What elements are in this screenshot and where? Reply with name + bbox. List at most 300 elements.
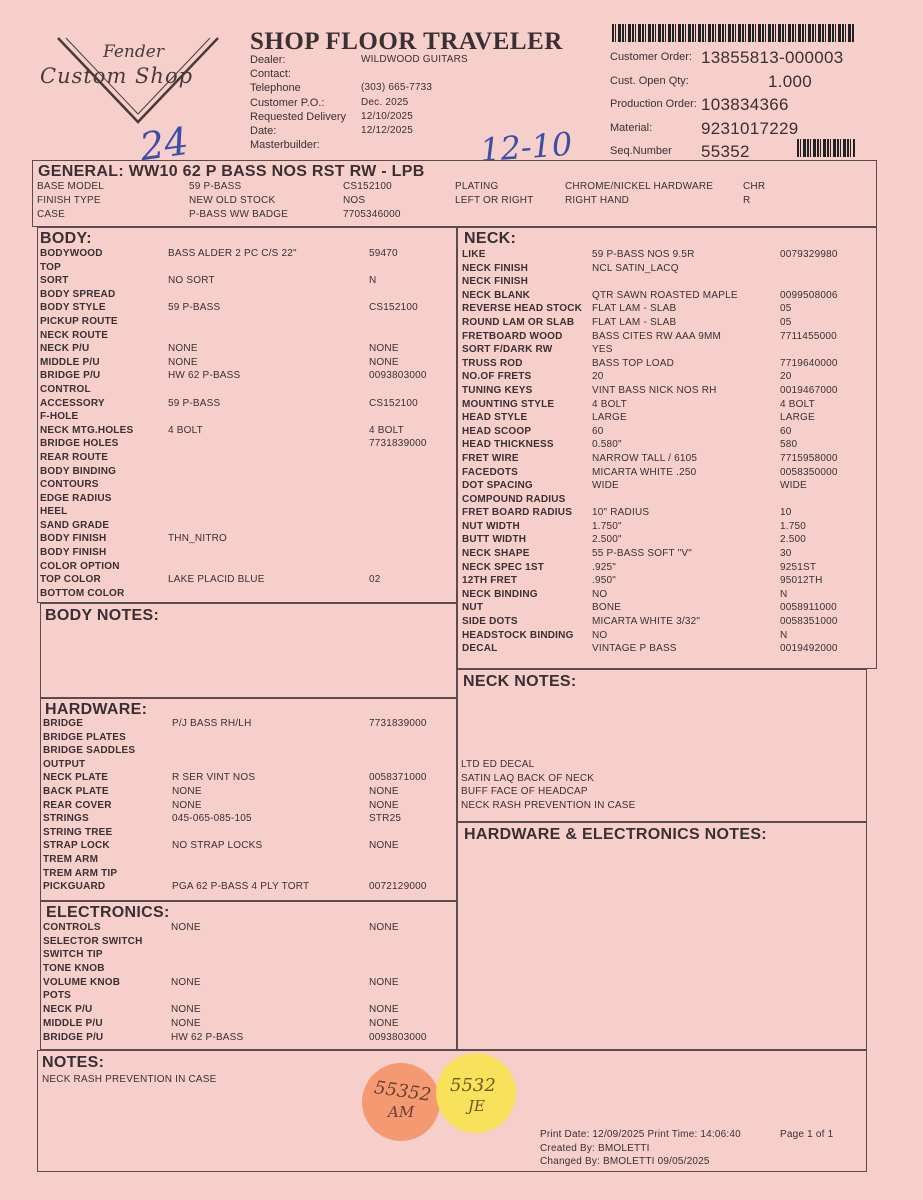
body-row-label: BODY BINDING — [40, 465, 117, 477]
electronics-row-desc: NONE — [171, 976, 201, 988]
body-row — [40, 466, 452, 480]
body-notes-title: BODY NOTES: — [45, 607, 160, 624]
neck-row-label: ROUND LAM OR SLAB — [462, 316, 575, 328]
neck-row — [462, 562, 874, 576]
neck-row — [462, 548, 874, 562]
body-row — [40, 561, 452, 575]
hardware-row-label: BRIDGE SADDLES — [43, 745, 136, 757]
electronics-row-desc: NONE — [171, 1017, 201, 1029]
body-row-code: 4 BOLT — [369, 424, 404, 436]
hardware-row — [43, 800, 453, 814]
hardware-row-label: BACK PLATE — [43, 785, 109, 797]
neck-row — [462, 344, 874, 358]
electronics-row-label: CONTROLS — [43, 922, 101, 933]
body-title: BODY: — [40, 230, 92, 247]
general-label: FINISH TYPE — [37, 194, 101, 206]
body-row-label: EDGE RADIUS — [40, 492, 112, 504]
general-row — [37, 181, 872, 195]
neck-row-label: NUT WIDTH — [462, 520, 520, 532]
neck-row-code: 7711455000 — [780, 330, 837, 342]
body-section — [37, 227, 457, 603]
neck-row — [462, 467, 874, 481]
neck-row-label: NECK FINISH — [462, 276, 529, 288]
electronics-title: ELECTRONICS: — [46, 904, 170, 921]
general-desc: P-BASS WW BADGE — [189, 208, 289, 220]
dealer-field-value: WILDWOOD GUITARS — [361, 54, 468, 65]
hardware-row-label: STRING TREE — [43, 826, 113, 838]
dealer-field — [250, 81, 550, 95]
electronics-row-code: NONE — [369, 976, 399, 988]
body-row-desc: NO SORT — [168, 275, 215, 287]
dealer-field-label: Telephone — [250, 82, 301, 95]
body-row — [40, 425, 452, 439]
body-row-code: 59470 — [369, 248, 398, 259]
body-row — [40, 479, 452, 493]
order-field-value: 103834366 — [701, 95, 789, 114]
neck-row-code: 20 — [780, 371, 792, 383]
neck-row-label: NECK BLANK — [462, 289, 531, 301]
body-row-desc: LAKE PLACID BLUE — [168, 574, 265, 586]
neck-row-desc: .925" — [592, 561, 617, 573]
barcode-small — [797, 139, 855, 157]
neck-row — [462, 589, 874, 603]
hardware-row-code: NONE — [369, 840, 399, 852]
body-row — [40, 275, 452, 289]
hw-notes-section — [457, 822, 867, 1050]
electronics-row — [43, 1004, 453, 1018]
body-row-label: BODYWOOD — [40, 248, 103, 259]
neck-row — [462, 521, 874, 535]
hardware-row-label: STRINGS — [43, 813, 89, 825]
neck-row-desc: NCL SATIN_LACQ — [592, 262, 679, 274]
hardware-row — [43, 786, 453, 800]
body-row — [40, 289, 452, 303]
general-code-2: R — [743, 194, 751, 206]
body-row-label: BODY FINISH — [40, 533, 107, 545]
general-code-2: CHR — [743, 181, 766, 192]
hardware-row-desc: R SER VINT NOS — [172, 772, 256, 784]
neck-row-code: 1.750 — [780, 520, 807, 532]
electronics-row-code: NONE — [369, 1017, 399, 1029]
electronics-row — [43, 990, 453, 1004]
handwritten-24: 24 — [137, 118, 192, 170]
neck-row — [462, 426, 874, 440]
neck-row-label: TUNING KEYS — [462, 384, 533, 396]
hardware-row — [43, 854, 453, 868]
electronics-row — [43, 922, 453, 936]
neck-row-label: NECK FINISH — [462, 262, 529, 274]
general-label-2: PLATING — [455, 181, 499, 192]
hardware-row-desc: NONE — [172, 799, 202, 811]
notes-line: NECK RASH PREVENTION IN CASE — [42, 1074, 217, 1085]
hardware-row-code: STR25 — [369, 813, 402, 825]
sticker-yellow-initials: JE — [468, 1097, 485, 1115]
order-field — [610, 48, 910, 72]
body-row — [40, 330, 452, 344]
hardware-row-label: BRIDGE — [43, 718, 84, 729]
neck-row-desc: 59 P-BASS NOS 9.5R — [592, 249, 695, 260]
neck-row-desc: 20 — [592, 371, 604, 383]
body-row-label: SAND GRADE — [40, 519, 110, 531]
body-row-label: F-HOLE — [40, 411, 79, 423]
neck-row — [462, 616, 874, 630]
neck-rows — [462, 249, 874, 657]
neck-row-desc: 2.500" — [592, 534, 622, 546]
page-title: SHOP FLOOR TRAVELER — [250, 28, 563, 55]
neck-row — [462, 494, 874, 508]
neck-row — [462, 249, 874, 263]
neck-row-code: N — [780, 629, 788, 641]
neck-row — [462, 575, 874, 589]
body-row — [40, 533, 452, 547]
general-title: GENERAL: WW10 62 P BASS NOS RST RW - LPB — [38, 163, 425, 180]
dealer-field-value: Dec. 2025 — [361, 96, 409, 108]
changed-by: Changed By: BMOLETTI 09/05/2025 — [540, 1156, 710, 1167]
neck-row-desc: FLAT LAM - SLAB — [592, 316, 677, 328]
body-row-label: BOTTOM COLOR — [40, 587, 125, 599]
body-row — [40, 357, 452, 371]
hardware-row-label: TREM ARM — [43, 853, 99, 865]
hardware-row-label: REAR COVER — [43, 799, 112, 811]
hardware-row-code: 7731839000 — [369, 718, 427, 729]
sticker-orange-initials: AM — [388, 1103, 415, 1121]
general-desc-2: CHROME/NICKEL HARDWARE — [565, 181, 714, 192]
general-code: CS152100 — [343, 181, 392, 192]
neck-row-desc: BASS CITES RW AAA 9MM — [592, 330, 722, 342]
neck-row — [462, 630, 874, 644]
body-row — [40, 316, 452, 330]
body-row-label: BODY STYLE — [40, 302, 106, 314]
neck-row-desc: VINTAGE P BASS — [592, 643, 677, 655]
dealer-field-label: Dealer: — [250, 54, 286, 66]
neck-row-label: SIDE DOTS — [462, 616, 518, 628]
neck-note-line: BUFF FACE OF HEADCAP — [461, 786, 588, 798]
neck-row — [462, 439, 874, 453]
electronics-row — [43, 1018, 453, 1032]
general-code: 7705346000 — [343, 208, 401, 220]
body-row — [40, 574, 452, 588]
neck-row — [462, 643, 874, 657]
hardware-row-label: OUTPUT — [43, 758, 86, 770]
neck-row-desc: 60 — [592, 425, 604, 437]
neck-row-code: 0079329980 — [780, 249, 838, 260]
general-row — [37, 195, 872, 209]
body-row — [40, 343, 452, 357]
sticker-orange — [362, 1063, 440, 1141]
body-row — [40, 588, 452, 602]
neck-row-label: HEAD THICKNESS — [462, 439, 554, 451]
body-rows — [40, 248, 452, 601]
neck-row-desc: 1.750" — [592, 520, 622, 532]
neck-row — [462, 303, 874, 317]
electronics-row-desc: HW 62 P-BASS — [171, 1031, 244, 1043]
sticker-yellow — [436, 1053, 516, 1133]
body-row-label: BRIDGE HOLES — [40, 438, 119, 450]
body-row-label: NECK ROUTE — [40, 329, 109, 341]
neck-row-label: DOT SPACING — [462, 480, 533, 492]
neck-row-label: TRUSS ROD — [462, 357, 523, 369]
body-row-label: TOP COLOR — [40, 574, 101, 586]
logo-custom-shop-text: Custom Shop — [40, 64, 194, 88]
neck-row-code: 0058911000 — [780, 602, 837, 614]
neck-row-desc: WIDE — [592, 480, 619, 492]
neck-row-desc: NARROW TALL / 6105 — [592, 452, 698, 464]
neck-row-code: 05 — [780, 316, 792, 328]
neck-row-code: 7715958000 — [780, 452, 838, 464]
order-info — [610, 48, 910, 166]
neck-note-line: NECK RASH PREVENTION IN CASE — [461, 799, 636, 811]
neck-row-desc: FLAT LAM - SLAB — [592, 303, 677, 315]
neck-row-label: MOUNTING STYLE — [462, 398, 555, 410]
body-row — [40, 547, 452, 561]
neck-row — [462, 385, 874, 399]
general-label-2: LEFT OR RIGHT — [455, 194, 534, 206]
handwritten-12-10: 12-10 — [478, 124, 574, 170]
electronics-row-label: NECK P/U — [43, 1004, 93, 1016]
neck-row-label: NECK BINDING — [462, 588, 538, 600]
neck-row-desc: 10" RADIUS — [592, 507, 650, 519]
dealer-field — [250, 110, 550, 124]
neck-row — [462, 276, 874, 290]
dealer-field — [250, 67, 550, 81]
neck-row-desc: NO — [592, 588, 608, 600]
neck-row-desc: 55 P-BASS SOFT "V" — [592, 548, 692, 560]
order-field — [610, 119, 910, 143]
general-desc: NEW OLD STOCK — [189, 194, 276, 206]
general-code: NOS — [343, 194, 366, 206]
electronics-row-desc: NONE — [171, 922, 201, 933]
notes-title: NOTES: — [42, 1054, 105, 1071]
body-row-code: NONE — [369, 356, 399, 368]
neck-row-code: 580 — [780, 439, 798, 451]
neck-row-code: 05 — [780, 303, 792, 315]
hardware-row — [43, 745, 453, 759]
neck-row-label: HEAD SCOOP — [462, 425, 532, 437]
body-row-code: 0093803000 — [369, 370, 427, 382]
dealer-field-value: 12/10/2025 — [361, 110, 414, 122]
dealer-field-value: 12/12/2025 — [361, 124, 414, 136]
order-field-value: 9231017229 — [701, 118, 799, 138]
body-row-desc: 59 P-BASS — [168, 302, 221, 314]
neck-row-code: 4 BOLT — [780, 398, 815, 410]
body-row-label: BODY FINISH — [40, 547, 107, 559]
neck-row-code: 0058351000 — [780, 616, 838, 628]
neck-row-desc: 0.580" — [592, 439, 622, 451]
neck-row-label: FRET WIRE — [462, 452, 519, 464]
hardware-row — [43, 772, 453, 786]
body-row — [40, 384, 452, 398]
order-field-label: Production Order: — [610, 98, 697, 110]
neck-row-code: 0019467000 — [780, 384, 838, 396]
body-row-code: 7731839000 — [369, 438, 427, 450]
neck-row-desc: MICARTA WHITE .250 — [592, 466, 697, 478]
electronics-row-label: SWITCH TIP — [43, 949, 103, 961]
hardware-row-desc: NO STRAP LOCKS — [172, 840, 263, 852]
general-row — [37, 209, 872, 223]
electronics-row — [43, 936, 453, 950]
general-desc-2: RIGHT HAND — [565, 194, 630, 206]
neck-row-label: NECK SHAPE — [462, 548, 530, 560]
neck-row-label: SORT F/DARK RW — [462, 344, 553, 356]
neck-row-code: WIDE — [780, 480, 807, 492]
hardware-rows — [43, 718, 453, 895]
body-row-code: NONE — [369, 343, 399, 355]
hardware-row — [43, 732, 453, 746]
body-row — [40, 411, 452, 425]
electronics-rows — [43, 922, 453, 1045]
hardware-row-desc: PGA 62 P-BASS 4 PLY TORT — [172, 881, 310, 893]
neck-row-label: HEADSTOCK BINDING — [462, 629, 574, 641]
electronics-row-desc: NONE — [171, 1004, 201, 1016]
body-row-label: BODY SPREAD — [40, 288, 116, 300]
hardware-row-label: NECK PLATE — [43, 772, 109, 784]
neck-row-label: BUTT WIDTH — [462, 534, 527, 546]
body-row — [40, 520, 452, 534]
dealer-field-value: (303) 665-7733 — [361, 82, 433, 94]
order-field-label: Customer Order: — [610, 51, 692, 63]
logo-fender-text: Fender — [103, 42, 164, 62]
created-by: Created By: BMOLETTI — [540, 1143, 650, 1154]
hardware-row-label: TREM ARM TIP — [43, 867, 118, 879]
general-label: CASE — [37, 208, 66, 220]
dealer-field-label: Date: — [250, 124, 277, 137]
body-row — [40, 248, 452, 262]
body-row-label: NECK MTG.HOLES — [40, 424, 134, 436]
neck-row-label: NUT — [462, 602, 484, 614]
electronics-row — [43, 1032, 453, 1046]
hardware-row-desc: 045-065-085-105 — [172, 813, 252, 825]
hardware-row-code: NONE — [369, 799, 399, 811]
neck-row-label: FRETBOARD WOOD — [462, 330, 563, 342]
electronics-row — [43, 977, 453, 991]
neck-note-line: SATIN LAQ BACK OF NECK — [461, 772, 595, 784]
hw-notes-title: HARDWARE & ELECTRONICS NOTES: — [464, 826, 767, 843]
body-row-label: MIDDLE P/U — [40, 356, 100, 368]
sticker-orange-num: 55352 — [372, 1077, 433, 1106]
body-row — [40, 302, 452, 316]
hardware-row-label: BRIDGE PLATES — [43, 731, 126, 743]
notes-section — [37, 1050, 867, 1172]
body-row-code: CS152100 — [369, 302, 418, 314]
body-row-label: TOP — [40, 261, 61, 273]
body-row — [40, 398, 452, 412]
hardware-row-code: 0058371000 — [369, 772, 427, 784]
electronics-row-code: NONE — [369, 922, 399, 933]
electronics-row-label: POTS — [43, 990, 72, 1002]
print-date: Print Date: 12/09/2025 Print Time: 14:06:40 — [540, 1129, 741, 1140]
body-row-label: CONTOURS — [40, 479, 99, 491]
neck-row-label: REVERSE HEAD STOCK — [462, 303, 583, 315]
body-row-label: PICKUP ROUTE — [40, 315, 118, 327]
neck-notes-title: NECK NOTES: — [463, 673, 577, 690]
body-row — [40, 506, 452, 520]
neck-row-label: HEAD STYLE — [462, 412, 528, 424]
fender-custom-shop-logo — [38, 30, 238, 125]
neck-row — [462, 290, 874, 304]
neck-row-code: N — [780, 588, 788, 600]
neck-row-desc: MICARTA WHITE 3/32" — [592, 616, 701, 628]
neck-row — [462, 453, 874, 467]
hardware-row — [43, 881, 453, 895]
neck-row-label: FACEDOTS — [462, 466, 519, 478]
order-field-label: Seq.Number — [610, 145, 672, 157]
neck-row — [462, 317, 874, 331]
body-row-label: CONTROL — [40, 383, 91, 395]
neck-row — [462, 371, 874, 385]
general-desc: 59 P-BASS — [189, 181, 242, 192]
neck-section — [457, 227, 877, 669]
neck-row-desc: YES — [592, 344, 613, 356]
body-row-desc: NONE — [168, 343, 198, 355]
body-row-label: NECK P/U — [40, 343, 90, 355]
body-row-code: 02 — [369, 574, 381, 586]
neck-row-desc: .950" — [592, 575, 617, 587]
electronics-row-label: TONE KNOB — [43, 963, 105, 975]
sticker-yellow-num: 5532 — [450, 1075, 496, 1096]
electronics-row-label: MIDDLE P/U — [43, 1017, 103, 1029]
body-row-desc: 4 BOLT — [168, 424, 203, 436]
neck-row-code: 9251ST — [780, 561, 817, 573]
hardware-row — [43, 759, 453, 773]
general-section — [32, 160, 877, 227]
neck-row-desc: QTR SAWN ROASTED MAPLE — [592, 289, 738, 301]
neck-row-code: 0058350000 — [780, 466, 838, 478]
order-field — [610, 95, 910, 119]
neck-row-desc: BASS TOP LOAD — [592, 357, 675, 369]
neck-row-code: 0019492000 — [780, 643, 838, 655]
body-row-label: REAR ROUTE — [40, 451, 109, 463]
body-row-label: BRIDGE P/U — [40, 370, 101, 382]
electronics-row-label: BRIDGE P/U — [43, 1031, 104, 1043]
hardware-row — [43, 718, 453, 732]
neck-row — [462, 507, 874, 521]
neck-row-code: 95012TH — [780, 575, 823, 587]
neck-row-desc: 4 BOLT — [592, 398, 627, 410]
body-row-label: ACCESSORY — [40, 397, 105, 409]
page-number: Page 1 of 1 — [780, 1129, 834, 1140]
order-field-value: 1.000 — [768, 71, 813, 91]
body-notes-section — [40, 603, 457, 698]
electronics-row-label: VOLUME KNOB — [43, 976, 121, 988]
neck-row — [462, 602, 874, 616]
hardware-row — [43, 827, 453, 841]
neck-row — [462, 480, 874, 494]
neck-row-label: DECAL — [462, 643, 498, 655]
body-row-desc: BASS ALDER 2 PC C/S 22" — [168, 248, 297, 259]
neck-row — [462, 331, 874, 345]
dealer-field-label: Contact: — [250, 68, 291, 81]
neck-row-label: COMPOUND RADIUS — [462, 493, 566, 505]
electronics-row-code: 0093803000 — [369, 1031, 427, 1043]
neck-row-code: LARGE — [780, 412, 815, 424]
neck-row-desc: NO — [592, 629, 608, 641]
body-row — [40, 262, 452, 276]
body-row-code: N — [369, 275, 377, 287]
dealer-field-label: Masterbuilder: — [250, 139, 320, 152]
order-field — [610, 72, 910, 96]
hardware-row-label: PICKGUARD — [43, 881, 106, 893]
neck-row-label: NO.OF FRETS — [462, 371, 532, 383]
electronics-row-code: NONE — [369, 1004, 399, 1016]
neck-row-code: 2.500 — [780, 534, 807, 546]
body-row — [40, 493, 452, 507]
electronics-row — [43, 949, 453, 963]
hardware-row-code: 0072129000 — [369, 881, 427, 893]
body-row-desc: NONE — [168, 356, 198, 368]
body-row-label: SORT — [40, 275, 69, 287]
hardware-row — [43, 813, 453, 827]
neck-row — [462, 534, 874, 548]
